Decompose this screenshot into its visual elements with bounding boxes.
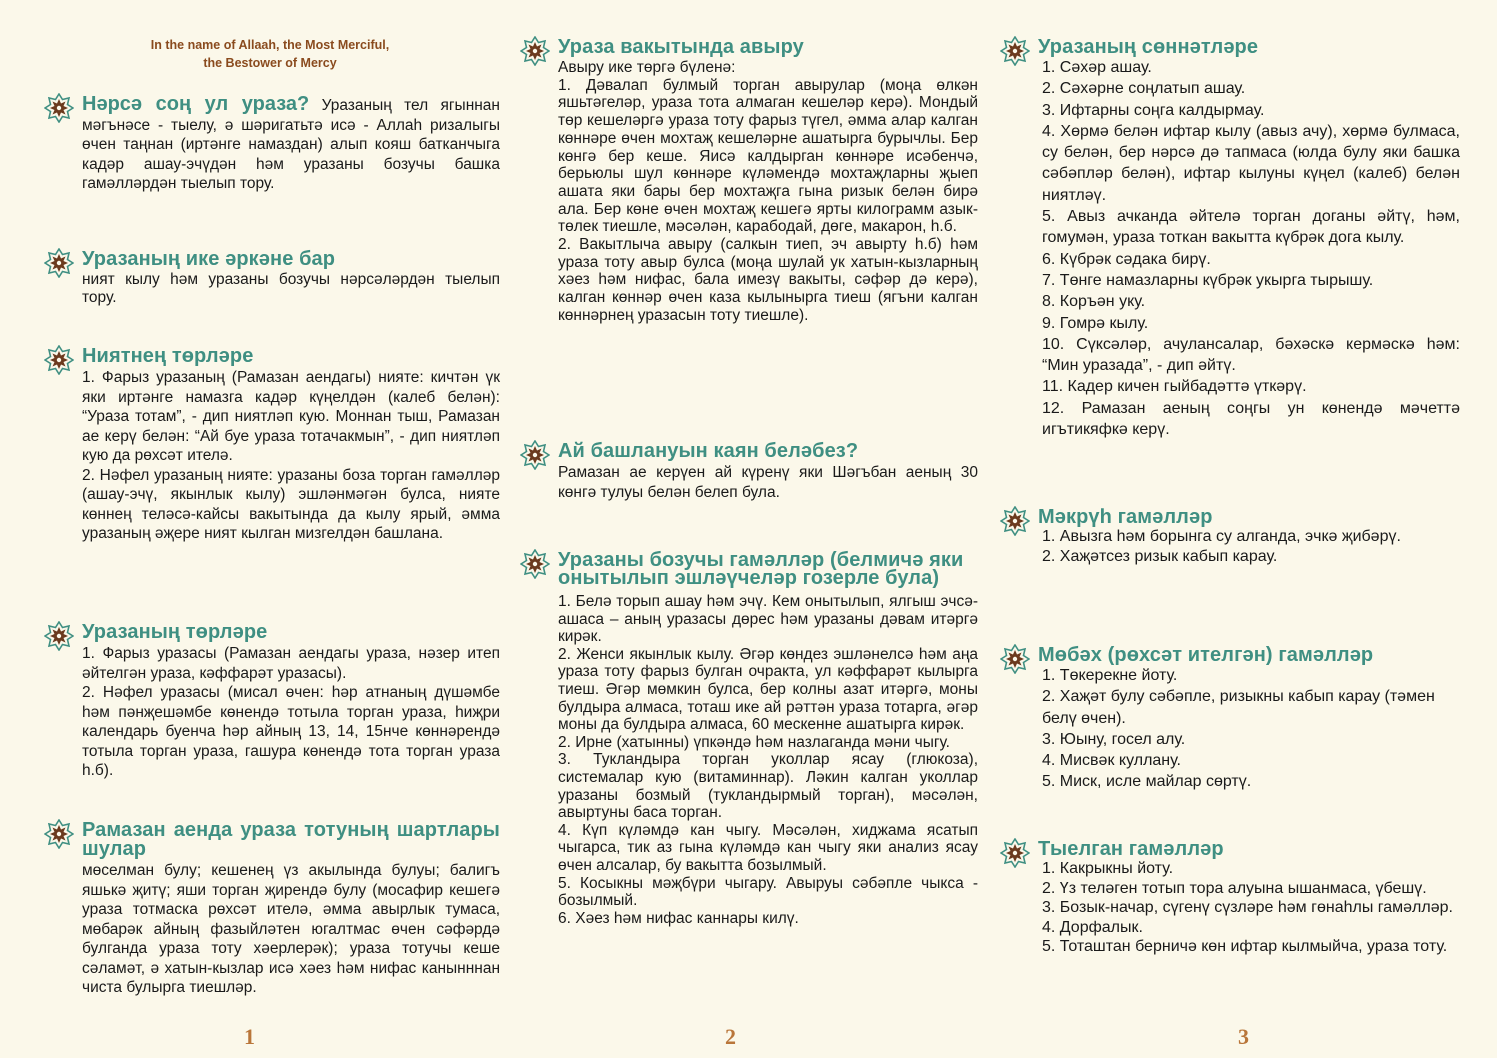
paragraph: 5. Косыкны мәҗбүри чыгару. Авыруы сәбәпле чыкса - бозылмый. (558, 874, 978, 910)
rosette-icon (1000, 838, 1030, 868)
list-item: 2. Сәхәрне соңлатып ашау. (1042, 80, 1246, 98)
list-item: 1. Төкерекне йоту. (1042, 667, 1178, 684)
paragraph: Авыру ике төргә бүленә: (558, 59, 736, 76)
paragraph: 2. Ирне (хатынны) үпкәндә һәм назлаганда мәни чыгу. (558, 733, 950, 751)
list-item: 7. Төнге намазларны күбрәк укырга тырышу. (1042, 271, 1374, 289)
page-number-3: 3 (1238, 1024, 1249, 1049)
paragraph: 2. Нәфел уразасы (мисал өчен: һәр атнаның дүшәмбе һәм пәнҗешәмбе көнендә тотыла торган ураза, һиҗри календарь буенча һәр айның 13, 14, 15нче көннәрендә тотыла торган ураза, гашура көнендә тота торган ураза һ.б). (82, 684, 500, 779)
section-illness-during-fast (520, 38, 978, 325)
bismillah-header (95, 36, 445, 72)
section-title: Уразаның сөннәтләре (1038, 36, 1259, 58)
page-number-2: 2 (725, 1024, 736, 1049)
list-item: 2. Үз теләген тотып тора алуына ышанмаса, үбешү. (1042, 879, 1427, 897)
list-item: 4. Дорфалык. (1042, 918, 1143, 936)
prohibited-list (1000, 859, 1460, 957)
list-item: 8. Коръән уку. (1042, 293, 1146, 311)
section-text: мөселман булу; кешенең үз акылында булуы; балигъ яшькә җитү; яши торган җирендә булу (мосафир кешегә ураза тотмаска рөхсәт ителә, әмма авырлык тумаса, мөбарәк айның фазыйләтен югалтмас өчен сәфәрдә булганда ураза тоту хәерлерәк); ураза тотучы кеше сәламәт, ә хатын-кызлар исә хәез һәм нифас канынннан чиста булырга тиешләр. (82, 862, 500, 996)
list-item: 1. Авызга һәм борынга су алганда, эчкә җибәрү. (1042, 528, 1401, 545)
section-text: Рамазан ае керүен ай күренү яки Шәгъбан аеның 30 көнгә тулуы белән белеп була. (558, 464, 978, 501)
list-item: 9. Гомрә кылу. (1042, 314, 1149, 332)
rosette-icon (520, 549, 550, 579)
list-item: 1. Сәхәр ашау. (1042, 59, 1152, 76)
paragraph: 1. Фарыз уразасы (Рамазан аендагы ураза, нәзер итеп әйтелгән ураза, кәффарәт уразасы). (82, 645, 500, 682)
section-title: Рамазан аенда ураза тотуның шартлары шулар (82, 819, 500, 860)
paragraph: 2. Женси якынлык кылу. Әгәр көндез эшләнелсә һәм аңа ураза тоту фарыз булган очракта, ул кәффарәт кылырга тиеш. Әгәр мөмкин булса, бер колны азат итәргә, моны булдыра алмаса, тоташ ике ай рәттән ураза тотарга, әгәр моны да булдыра алмаса, 60 мескенне ашатырга кирәк. (558, 645, 978, 734)
paragraph: 3. Тукландыра торган уколлар ясау (глюкоза), системалар кую (витаминнар). Ләкин калган уколлар уразаны бозмый (тукландырмый торган), мәсәлән, авыртуны баса торган. (558, 751, 978, 822)
rosette-icon (520, 36, 550, 66)
rosette-icon (44, 248, 74, 278)
paragraph: 4. Күп күләмдә кан чыгу. Мәсәлән, хиджама ясатып чыгарса, тик аз гына күләмдә кан чыгу яки анализ ясау өчен алсалар, бу вакытта бозылмый. (558, 821, 978, 874)
section-month-start (520, 442, 978, 502)
section-title: Уразаны бозучы гамәлләр (белмичә яки онытылып эшләүчеләр гозерле була) (558, 549, 964, 589)
section-title: Тыелган гамәлләр (1038, 838, 1224, 860)
list-item: 3. Бозык-начар, сүгенү сүзләре һәм гөнаһлы гамәлләр. (1042, 899, 1453, 917)
rosette-icon (1000, 36, 1030, 66)
paragraph: 6. Хәез һәм нифас каннары килү. (558, 909, 799, 927)
section-invalidators (520, 551, 978, 927)
paragraph: 1. Белә торып ашау һәм эчү. Кем онытылып, ялгыш эчсә-ашаса – аның уразасы дөрес һәм уразаны дәвам итәргә кирәк. (558, 593, 978, 646)
list-item: 1. Какрыкны йоту. (1042, 860, 1174, 877)
section-title: Уразаның ике әркәне бар (82, 248, 336, 270)
list-item: 10. Сүксәләр, ачулансалар, бәхәскә кермәскә һәм: “Мин уразада”, - дип әйтү. (1042, 335, 1460, 375)
paragraph: 2. Вакытлыча авыру (салкын тиеп, эч авырту һ.б) һәм ураза тоту авыр булса (моңа шулай ук хатын-кызларның хәез һәм нифас, бала имезү вакыты, сәфәр дә керә), калган көннәр өчен каза кылынырга тиеш (ягъни калган көннәрнең уразасын тоту тиешле). (558, 236, 978, 324)
paragraph: 2. Нәфел уразаның нияте: уразаны боза торган гамәлләр (ашау-эчү, якынлык кылу) эшләнмәгән булса, нияте көннең теләсә-кайсы вакытында да кылу ярый, әмма уразаның әҗере ният кылган мизгелдән башлана. (82, 466, 500, 542)
list-item: 3. Ифтарны соңга калдырмау. (1042, 101, 1265, 119)
list-item: 5. Авыз ачканда әйтелә торган доганы әйтү, һәм, гомумән, ураза тоткан вакытта күбрәк дога кылу. (1042, 208, 1460, 247)
section-prohibited-acts (1000, 840, 1460, 957)
bismillah-line-2: the Bestower of Mercy (203, 56, 337, 70)
list-item: 6. Күбрәк сәдака бирү. (1042, 250, 1211, 268)
section-ramadan-conditions (44, 821, 500, 998)
section-intention-types (44, 347, 500, 544)
list-item: 2. Хаҗәтсез ризык кабып карау. (1042, 547, 1278, 565)
section-title: Мөбәх (рөхсәт ителгән) гамәлләр (1038, 644, 1374, 666)
section-permitted-acts (1000, 646, 1460, 793)
list-item: 5. Тоташтан берничә көн ифтар кылмыйча, ураза тоту. (1042, 938, 1448, 956)
rosette-icon (44, 93, 74, 123)
page-number-1: 1 (244, 1024, 255, 1049)
section-title: Мәкрүһ гамәлләр (1038, 506, 1213, 528)
paragraph: 1. Дәвалап булмый торган авырулар (моңа өлкән яшьтәгеләр, ураза тота алмаган кешеләр керә). Мондый төр кешеләргә ураза тоту фарыз түгел, әмма алар калган көннәре өчен мохтаҗ кешеләрне ашатырга бурычлы. Бер көнгә бер кеше. Яисә калдырган көннәре исәбенчә, берьюлы шул көннәре күләмендә мохтаҗларны җыеп ашата яки бары бер мохтаҗга гына ризык белән бирә ала. Бер көне өчен мохтаҗ кешегә ярты килограмм азык-төлек тиешле, мәсәлән, карабодай, дөге, макарон, һ.б. (558, 76, 978, 236)
section-title: Ниятнең төрләре (82, 345, 254, 367)
section-what-is-fasting (44, 95, 500, 194)
section-fasting-types (44, 623, 500, 781)
bismillah-line-1: In the name of Allaah, the Most Merciful, (150, 38, 390, 52)
rosette-icon (44, 819, 74, 849)
section-sunnahs (1000, 38, 1460, 440)
rosette-icon (44, 345, 74, 375)
list-item: 5. Миск, исле майлар сөртү. (1042, 773, 1252, 791)
list-item: 4. Мисвәк куллану. (1042, 752, 1181, 770)
list-item: 4. Хөрмә белән ифтар кылу (авыз ачу), хөрмә булмаса, су белән, бер нәрсә дә тапмаса (юлда булу яки башка сәбәпләр белән), ифтар кылуны күңел (калеб) белән ниятләү. (1042, 122, 1460, 204)
list-item: 12. Рамазан аеның соңгы ун көнендә мәчеттә игътикяфкә керү. (1042, 399, 1460, 439)
list-item: 2. Хаҗәт булу сәбәпле, ризыкны кабып карау (тәмен белү өчен). (1042, 688, 1435, 727)
permitted-list (1000, 665, 1460, 793)
section-title: Ураза вакытында авыру (558, 36, 804, 58)
section-two-pillars (44, 250, 500, 307)
section-text: Уразаның тел ягыннан мәгънәсе - тыелу, ә шәригатьтә исә - Аллаһ ризалыгы өчен таңнан (иртәнге намаздан) алып кояш батканчыга кадәр ашау-эчүдән һәм уразаны бозучы башка гамәлләрдән тыелып тору. (82, 97, 500, 192)
section-title: Уразаның төрләре (82, 621, 268, 643)
rosette-icon (520, 440, 550, 470)
sunnah-list (1000, 57, 1460, 440)
rosette-icon (44, 621, 74, 651)
paragraph: 1. Фарыз уразаның (Рамазан аендагы) нияте: кичтән үк яки иртәнге намазга кадәр күңелдән (калеб белән): “Ураза тотам”, - дип ниятләп кую. Моннан тыш, Рамазан ае керү белән: “Ай буе ураза тотачакмын”, - дип ниятләп кую да рөхсәт ителә. (82, 369, 500, 464)
disliked-list (1000, 527, 1460, 566)
list-item: 11. Кадер кичен гыйбадәттә үткәрү. (1042, 378, 1307, 396)
rosette-icon (1000, 506, 1030, 536)
section-text: ният кылу һәм уразаны бозучы нәрсәләрдән тыелып тору. (82, 271, 500, 306)
rosette-icon (1000, 644, 1030, 674)
list-item: 3. Юыну, госел алу. (1042, 730, 1186, 748)
section-title: Ай башлануын каян беләбез? (558, 440, 859, 462)
section-title: Нәрсә соң ул ураза? (82, 93, 310, 115)
section-disliked-acts (1000, 508, 1460, 566)
